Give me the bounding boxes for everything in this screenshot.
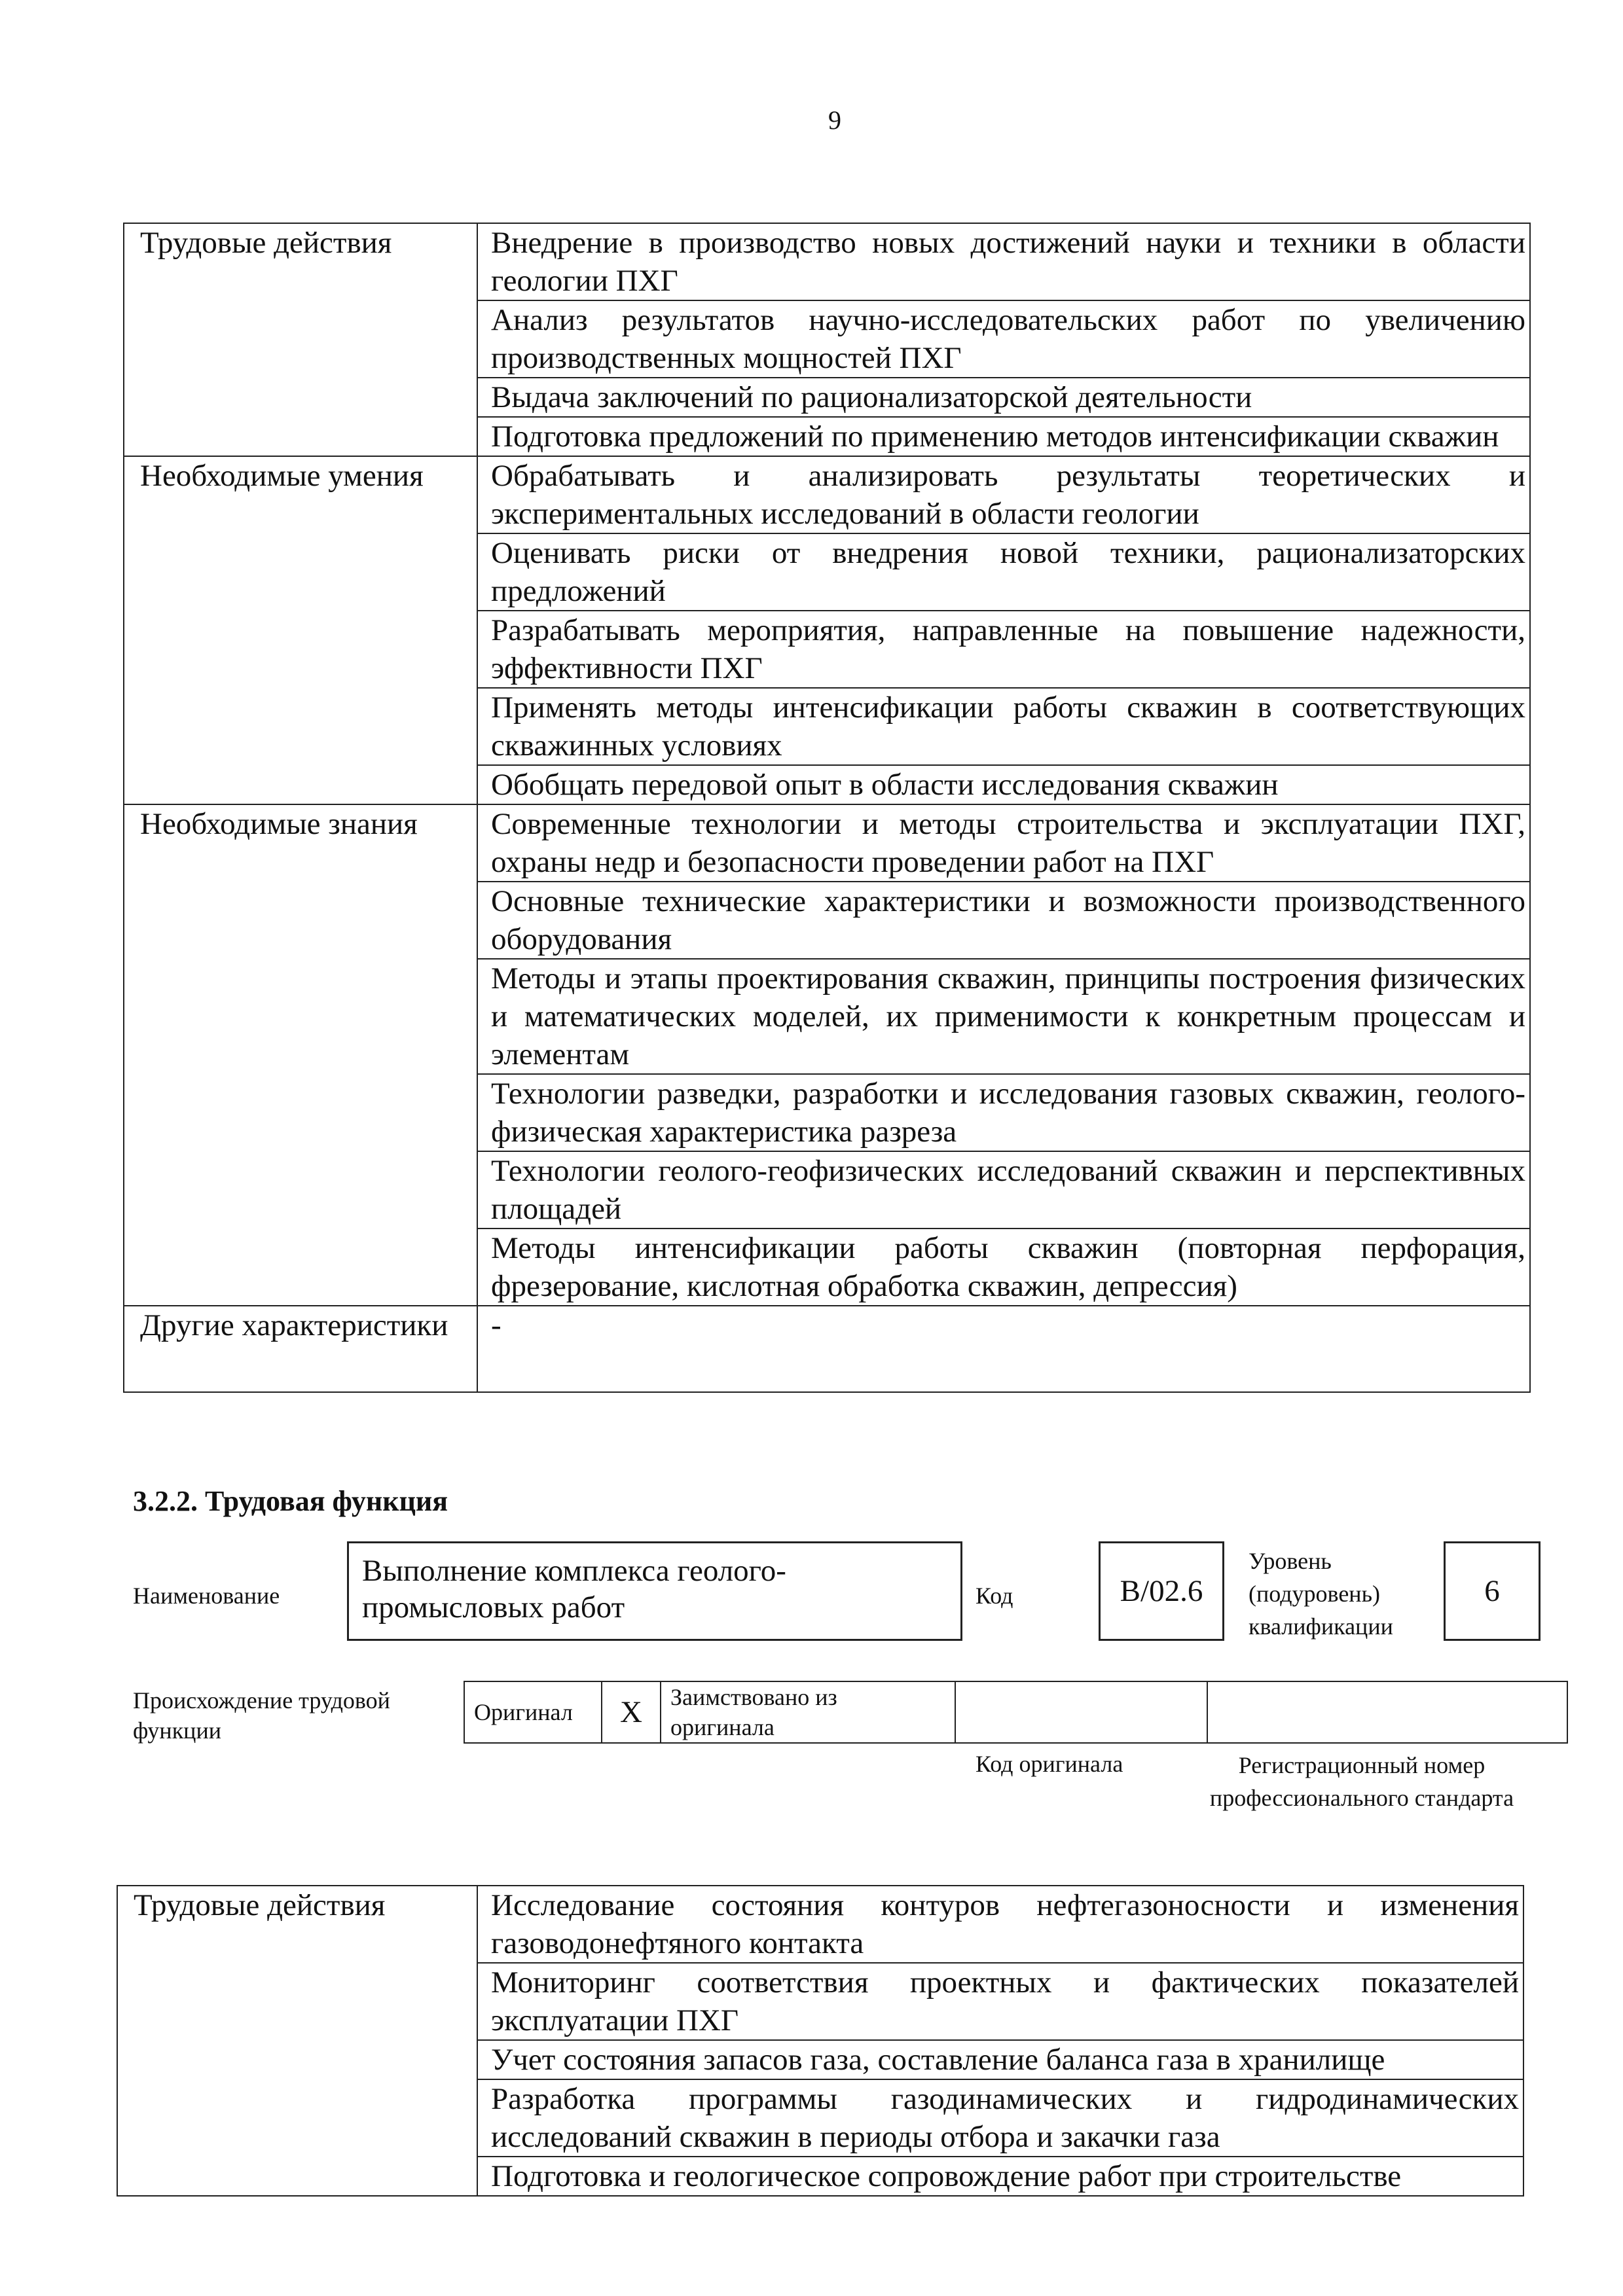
table-cell: Методы и этапы проектирования скважин, принципы построения физических и математических моделей, их применимости к конкретным процессам и элементам (477, 959, 1530, 1074)
row-label-required-knowledge: Необходимые знания (124, 804, 477, 1306)
row-label-labor-actions: Трудовые действия (124, 223, 477, 456)
table-cell: Подготовка предложений по применению методов интенсификации скважин (477, 417, 1530, 456)
original-cell: Оригинал (464, 1681, 602, 1743)
table-row (124, 1306, 1530, 1392)
row-label-required-skills: Необходимые умения (124, 456, 477, 804)
table-cell: Мониторинг соответствия проектных и фактических показателей эксплуатации ПХГ (477, 1963, 1523, 2040)
table-cell: - (477, 1306, 1530, 1392)
table-cell: Оценивать риски от внедрения новой техники, рационализаторских предложений (477, 533, 1530, 611)
code-label: Код (976, 1583, 1013, 1609)
table-cell: Основные технические характеристики и возможности производственного оборудования (477, 882, 1530, 959)
original-code-caption: Код оригинала (976, 1751, 1123, 1777)
table-row (124, 456, 1530, 533)
name-label: Наименование (133, 1583, 280, 1609)
row-label-other-characteristics: Другие характеристики (124, 1306, 477, 1392)
table-cell: Выдача заключений по рационализаторской деятельности (477, 378, 1530, 417)
row-label-labor-actions: Трудовые действия (117, 1886, 477, 2196)
table-cell: Методы интенсификации работы скважин (повторная перфорация, фрезерование, кислотная обработка скважин, депрессия) (477, 1229, 1530, 1306)
table-cell: Применять методы интенсификации работы скважин в соответствующих скважинных условиях (477, 688, 1530, 765)
labor-function-table-2 (117, 1885, 1524, 2197)
qualification-level-label: Уровень (подуровень) квалификации (1249, 1548, 1393, 1640)
registration-number-caption: Регистрационный номер профессионального стандарта (1209, 1752, 1514, 1811)
origin-label: Происхождение трудовой функции (133, 1687, 390, 1744)
registration-number-cell (1207, 1681, 1567, 1743)
origin-table (464, 1681, 1568, 1744)
table-cell: Современные технологии и методы строительства и эксплуатации ПХГ, охраны недр и безопасности проведении работ на ПХГ (477, 804, 1530, 882)
table-cell: Анализ результатов научно-исследовательских работ по увеличению производственных мощностей ПХГ (477, 300, 1530, 378)
table-row (117, 1886, 1523, 1963)
original-mark: X (602, 1681, 661, 1743)
table-cell: Разработка программы газодинамических и гидродинамических исследований скважин в периоды отбора и закачки газа (477, 2079, 1523, 2157)
table-cell: Обрабатывать и анализировать результаты теоретических и экспериментальных исследований в области геологии (477, 456, 1530, 533)
table-cell: Исследование состояния контуров нефтегазоносности и изменения газоводонефтяного контакта (477, 1886, 1523, 1963)
labor-function-table-1 (123, 223, 1531, 1393)
table-row (124, 223, 1530, 300)
function-code-box: B/02.6 (1099, 1541, 1224, 1641)
table-cell: Технологии разведки, разработки и исследования газовых скважин, геолого-физическая характеристика разреза (477, 1074, 1530, 1151)
table-cell: Обобщать передовой опыт в области исследования скважин (477, 765, 1530, 804)
original-code-cell (955, 1681, 1207, 1743)
function-name-box: Выполнение комплекса геолого-промысловых работ (347, 1541, 962, 1641)
table-cell: Подготовка и геологическое сопровождение работ при строительстве (477, 2157, 1523, 2196)
table-cell: Технологии геолого-геофизических исследований скважин и перспективных площадей (477, 1151, 1530, 1229)
table-row (124, 804, 1530, 882)
page-number: 9 (828, 105, 841, 135)
section-heading: 3.2.2. Трудовая функция (133, 1485, 448, 1517)
table-row (464, 1681, 1567, 1743)
table-cell: Разрабатывать мероприятия, направленные на повышение надежности, эффективности ПХГ (477, 611, 1530, 688)
borrowed-cell: Заимствовано из оригинала (661, 1681, 955, 1743)
table-cell: Учет состояния запасов газа, составление баланса газа в хранилище (477, 2040, 1523, 2079)
table-cell: Внедрение в производство новых достижений науки и техники в области геологии ПХГ (477, 223, 1530, 300)
qualification-level-box: 6 (1444, 1541, 1541, 1641)
